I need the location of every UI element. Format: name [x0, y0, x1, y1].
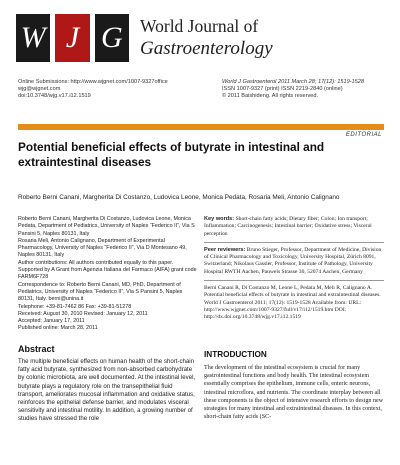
received-revised: Received: August 30, 2010 Revised: January 12, 2011 — [18, 310, 148, 317]
issue-citation: World J Gastroenterol 2011 March 28; 17(12): 1519-1528 — [222, 79, 364, 85]
affiliation-pharmacology: Rosaria Meli, Antonio Calignano, Department of Experimental Pharmacology, University of Naples “Federico II”, Via D Montesano 49, Naples 80131, Italy — [18, 237, 187, 259]
journal-name-line1: World Journal of — [140, 16, 259, 36]
submission-email[interactable]: wjg@wjgnet.com — [18, 86, 61, 92]
correspondence: Correspondence to: Roberto Berni Canani, MD, PhD, Department of Pediatrics, University of Naples “Federico II”, Via S Pansini 5, Naples 80131, Italy. berni@unina.it — [18, 281, 183, 303]
wjg-logo — [16, 14, 134, 62]
logo-letter-j: J — [55, 14, 89, 62]
abstract-heading: Abstract — [18, 344, 55, 354]
issue-info — [222, 79, 392, 100]
accepted-date: Accepted: January 17, 2011 — [18, 318, 85, 325]
divider — [204, 280, 384, 281]
doi: doi:10.3748/wjg.v17.i12.1519 — [18, 93, 91, 99]
divider — [204, 242, 384, 243]
copyright: © 2011 Baishideng. All rights reserved. — [222, 93, 319, 99]
journal-name-line2: Gastroenterology — [140, 38, 273, 59]
submission-url[interactable]: Online Submissions: http://www.wjgnet.com/1007-9327office — [18, 79, 168, 85]
author-contributions: Author contributions: All authors contributed equally to this paper. — [18, 259, 174, 266]
logo-letter-w: W — [16, 14, 50, 62]
phone-fax: Telephone: +39-81-7462 86 Fax: +39-81-51278 — [18, 303, 132, 310]
submission-info — [18, 79, 218, 100]
journal-name — [140, 16, 380, 60]
peer-reviewers-text: Bruno Stieger, Professor, Department of Medicine, Division of Clinical Pharmacology and Toxicology, University Hospital, Zürich 8091, Switzerland; Nikolaus Gassler, Professor, Institute of Pathology, University Hospital RWTH Aachen, Pauwels Strasse 30, 52074 Aachen, Germany — [204, 246, 382, 275]
author-list: Roberto Berni Canani, Margherita Di Costanzo, Ludovica Leone, Monica Pedata, Rosaria Meli, Antonio Calignano — [18, 194, 340, 201]
article-title: Potential beneficial effects of butyrate in intestinal and extraintestinal diseases — [18, 140, 325, 169]
citation: Berni Canani R, Di Costanzo M, Leone L, Pedata M, Meli R, Calignano A. Potential beneficial effects of butyrate in intestinal and extraintestinal diseases. World J Gastroenterol 2011; 17(12): 1519-1528 Available from: URL: http://www.wjgnet.com/1007-9327/full/v17/i12/1519.htm DOI: http://dx.doi.org/10.3748/wjg.v17.i12.1519 — [204, 285, 381, 321]
issn: ISSN 1007-9327 (print) ISSN 2219-2840 (online) — [222, 86, 343, 92]
logo-letter-g: G — [95, 14, 129, 62]
introduction-text: The development of the intestinal ecosystem is crucial for many gastrointestinal functions and body health. The intestinal ecosystem essentially comprises the epithelium, immune cells, enteric neurons, intestinal microflora, and nutrients. The coordinate interplay between all these components is the object of intensive research efforts to design new strategies for many intestinal and extraintestinal diseases. In this context, short-chain fatty acids (SC- — [204, 365, 384, 421]
affiliations-block — [18, 216, 198, 333]
peer-reviewers — [204, 247, 384, 276]
abstract-text: The multiple beneficial effects on human health of the short-chain fatty acid butyrate, synthesized from non-absorbed carbohydrate by colonic microbiota, are well documented. At the intestinal level, butyrate plays a regulatory role on the transepithelial fluid transport, ameliorates mucosal inflammation and oxidative status, reinforces the epithelial defense barrier, and modulates visceral sensitivity and intestinal motility. In addition, a growing number of studies have stressed the role — [18, 358, 196, 423]
affiliation-pediatrics: Roberto Berni Canani, Margherita Di Costanzo, Ludovica Leone, Monica Pedata, Department of Pediatrics, University of Naples “Federico II”, Via S Pansini 5, Naples 80131, Italy — [18, 216, 195, 237]
funding: Supported by A Grant from Agenzia Italiana del Farmaco (AIFA) grant code FARM6F728 — [18, 267, 197, 281]
section-label: EDITORIAL — [345, 132, 382, 138]
journal-masthead — [16, 14, 384, 62]
introduction-heading: INTRODUCTION — [204, 350, 267, 359]
keywords-label: Key words: — [204, 216, 235, 222]
keywords — [204, 216, 384, 238]
header-divider-bar — [18, 124, 384, 130]
peer-reviewers-label: Peer reviewers: — [204, 246, 246, 253]
article-info-block — [204, 216, 384, 322]
keywords-text: Short-chain fatty acids; Dietary fiber; Colon; Ion transport; Inflammation; Carcinogenesis; Intestinal barrier; Oxidative stress; Visceral perception — [204, 216, 372, 237]
published-date: Published online: March 28, 2011 — [18, 325, 98, 332]
